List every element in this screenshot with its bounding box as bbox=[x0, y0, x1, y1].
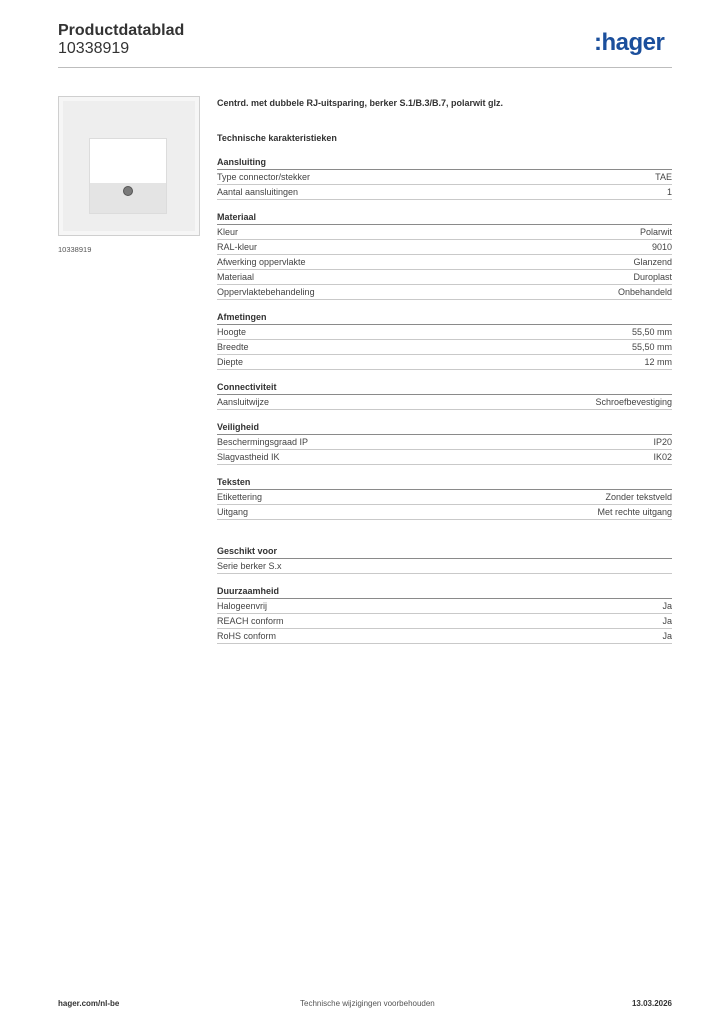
section-title: Afmetingen bbox=[217, 310, 672, 325]
tech-heading: Technische karakteristieken bbox=[217, 133, 337, 143]
product-code: 10338919 bbox=[58, 40, 130, 57]
image-caption: 10338919 bbox=[58, 245, 92, 254]
spec-label: Diepte bbox=[217, 357, 244, 367]
spec-value: Schroefbevestiging bbox=[595, 397, 672, 407]
section-duurzaamheid bbox=[217, 584, 672, 644]
spec-value: Onbehandeld bbox=[617, 287, 672, 297]
spec-row bbox=[217, 614, 672, 629]
spec-label: Materiaal bbox=[217, 272, 255, 282]
spec-value: Glanzend bbox=[633, 257, 672, 267]
spec-label: Halogeenvrij bbox=[217, 601, 268, 611]
spec-row bbox=[217, 435, 672, 450]
spec-label: RoHS conform bbox=[217, 631, 277, 641]
spec-label: Oppervlaktebehandeling bbox=[217, 287, 315, 297]
section-title: Veiligheid bbox=[217, 420, 672, 435]
section-title: Duurzaamheid bbox=[217, 584, 672, 599]
section-materiaal bbox=[217, 210, 672, 300]
footer-website-link[interactable]: hager.com/nl-be bbox=[58, 999, 120, 1008]
spec-label: Breedte bbox=[217, 342, 249, 352]
product-subtitle: Centrd. met dubbele RJ-uitsparing, berker S.1/B.3/B.7, polarwit glz. bbox=[217, 98, 504, 108]
spec-value: 1 bbox=[666, 187, 672, 197]
spec-row bbox=[217, 340, 672, 355]
spec-value: Polarwit bbox=[639, 227, 672, 237]
spec-row bbox=[217, 559, 672, 574]
section-title: Materiaal bbox=[217, 210, 672, 225]
spec-value: Met rechte uitgang bbox=[597, 507, 672, 517]
section-title: Geschikt voor bbox=[217, 544, 672, 559]
spec-row bbox=[217, 599, 672, 614]
spec-row bbox=[217, 225, 672, 240]
spec-row bbox=[217, 185, 672, 200]
footer-notice: Technische wijzigingen voorbehouden bbox=[300, 999, 435, 1008]
hager-logo: :hager bbox=[594, 29, 665, 56]
spec-label: Hoogte bbox=[217, 327, 247, 337]
spec-row bbox=[217, 240, 672, 255]
spec-label: Etikettering bbox=[217, 492, 263, 502]
spec-row bbox=[217, 450, 672, 465]
spec-value: Zonder tekstveld bbox=[605, 492, 672, 502]
spec-value: TAE bbox=[655, 172, 672, 182]
spec-label: Afwerking oppervlakte bbox=[217, 257, 306, 267]
screw-icon bbox=[123, 186, 133, 196]
spec-value: IP20 bbox=[653, 437, 672, 447]
section-veiligheid bbox=[217, 420, 672, 465]
footer-date: 13.03.2026 bbox=[631, 999, 672, 1008]
spec-label: Type connector/stekker bbox=[217, 172, 311, 182]
header-divider bbox=[58, 67, 672, 68]
spec-label: Beschermingsgraad IP bbox=[217, 437, 309, 447]
spec-value: Ja bbox=[662, 601, 672, 611]
spec-value: IK02 bbox=[653, 452, 672, 462]
spec-row bbox=[217, 255, 672, 270]
section-title: Teksten bbox=[217, 475, 672, 490]
spec-value: 12 mm bbox=[644, 357, 672, 367]
spec-row bbox=[217, 355, 672, 370]
section-aansluiting bbox=[217, 155, 672, 200]
section-connectiviteit bbox=[217, 380, 672, 410]
spec-row bbox=[217, 285, 672, 300]
spec-row bbox=[217, 170, 672, 185]
section-geschikt-voor bbox=[217, 544, 672, 574]
section-title: Connectiviteit bbox=[217, 380, 672, 395]
spec-row bbox=[217, 325, 672, 340]
cover-plate bbox=[63, 101, 195, 231]
spec-value: Ja bbox=[662, 616, 672, 626]
spec-content bbox=[217, 96, 672, 644]
spec-value: Duroplast bbox=[633, 272, 672, 282]
spec-label: Aantal aansluitingen bbox=[217, 187, 299, 197]
document-title: Productdatablad bbox=[58, 22, 185, 39]
product-image bbox=[58, 96, 200, 236]
spec-value: Ja bbox=[662, 631, 672, 641]
spec-row bbox=[217, 505, 672, 520]
spec-value: 9010 bbox=[651, 242, 672, 252]
section-teksten bbox=[217, 475, 672, 520]
spec-row bbox=[217, 395, 672, 410]
spec-label: Serie berker S.x bbox=[217, 561, 282, 571]
spec-row bbox=[217, 270, 672, 285]
spec-label: RAL-kleur bbox=[217, 242, 258, 252]
plate-window bbox=[89, 138, 167, 185]
spec-row bbox=[217, 490, 672, 505]
spec-label: Uitgang bbox=[217, 507, 249, 517]
spec-value: 55,50 mm bbox=[631, 342, 672, 352]
spec-label: Slagvastheid IK bbox=[217, 452, 280, 462]
spec-label: Aansluitwijze bbox=[217, 397, 270, 407]
section-title: Aansluiting bbox=[217, 155, 672, 170]
spec-label: Kleur bbox=[217, 227, 239, 237]
section-afmetingen bbox=[217, 310, 672, 370]
spec-label: REACH conform bbox=[217, 616, 284, 626]
spec-value: 55,50 mm bbox=[631, 327, 672, 337]
spec-row bbox=[217, 629, 672, 644]
